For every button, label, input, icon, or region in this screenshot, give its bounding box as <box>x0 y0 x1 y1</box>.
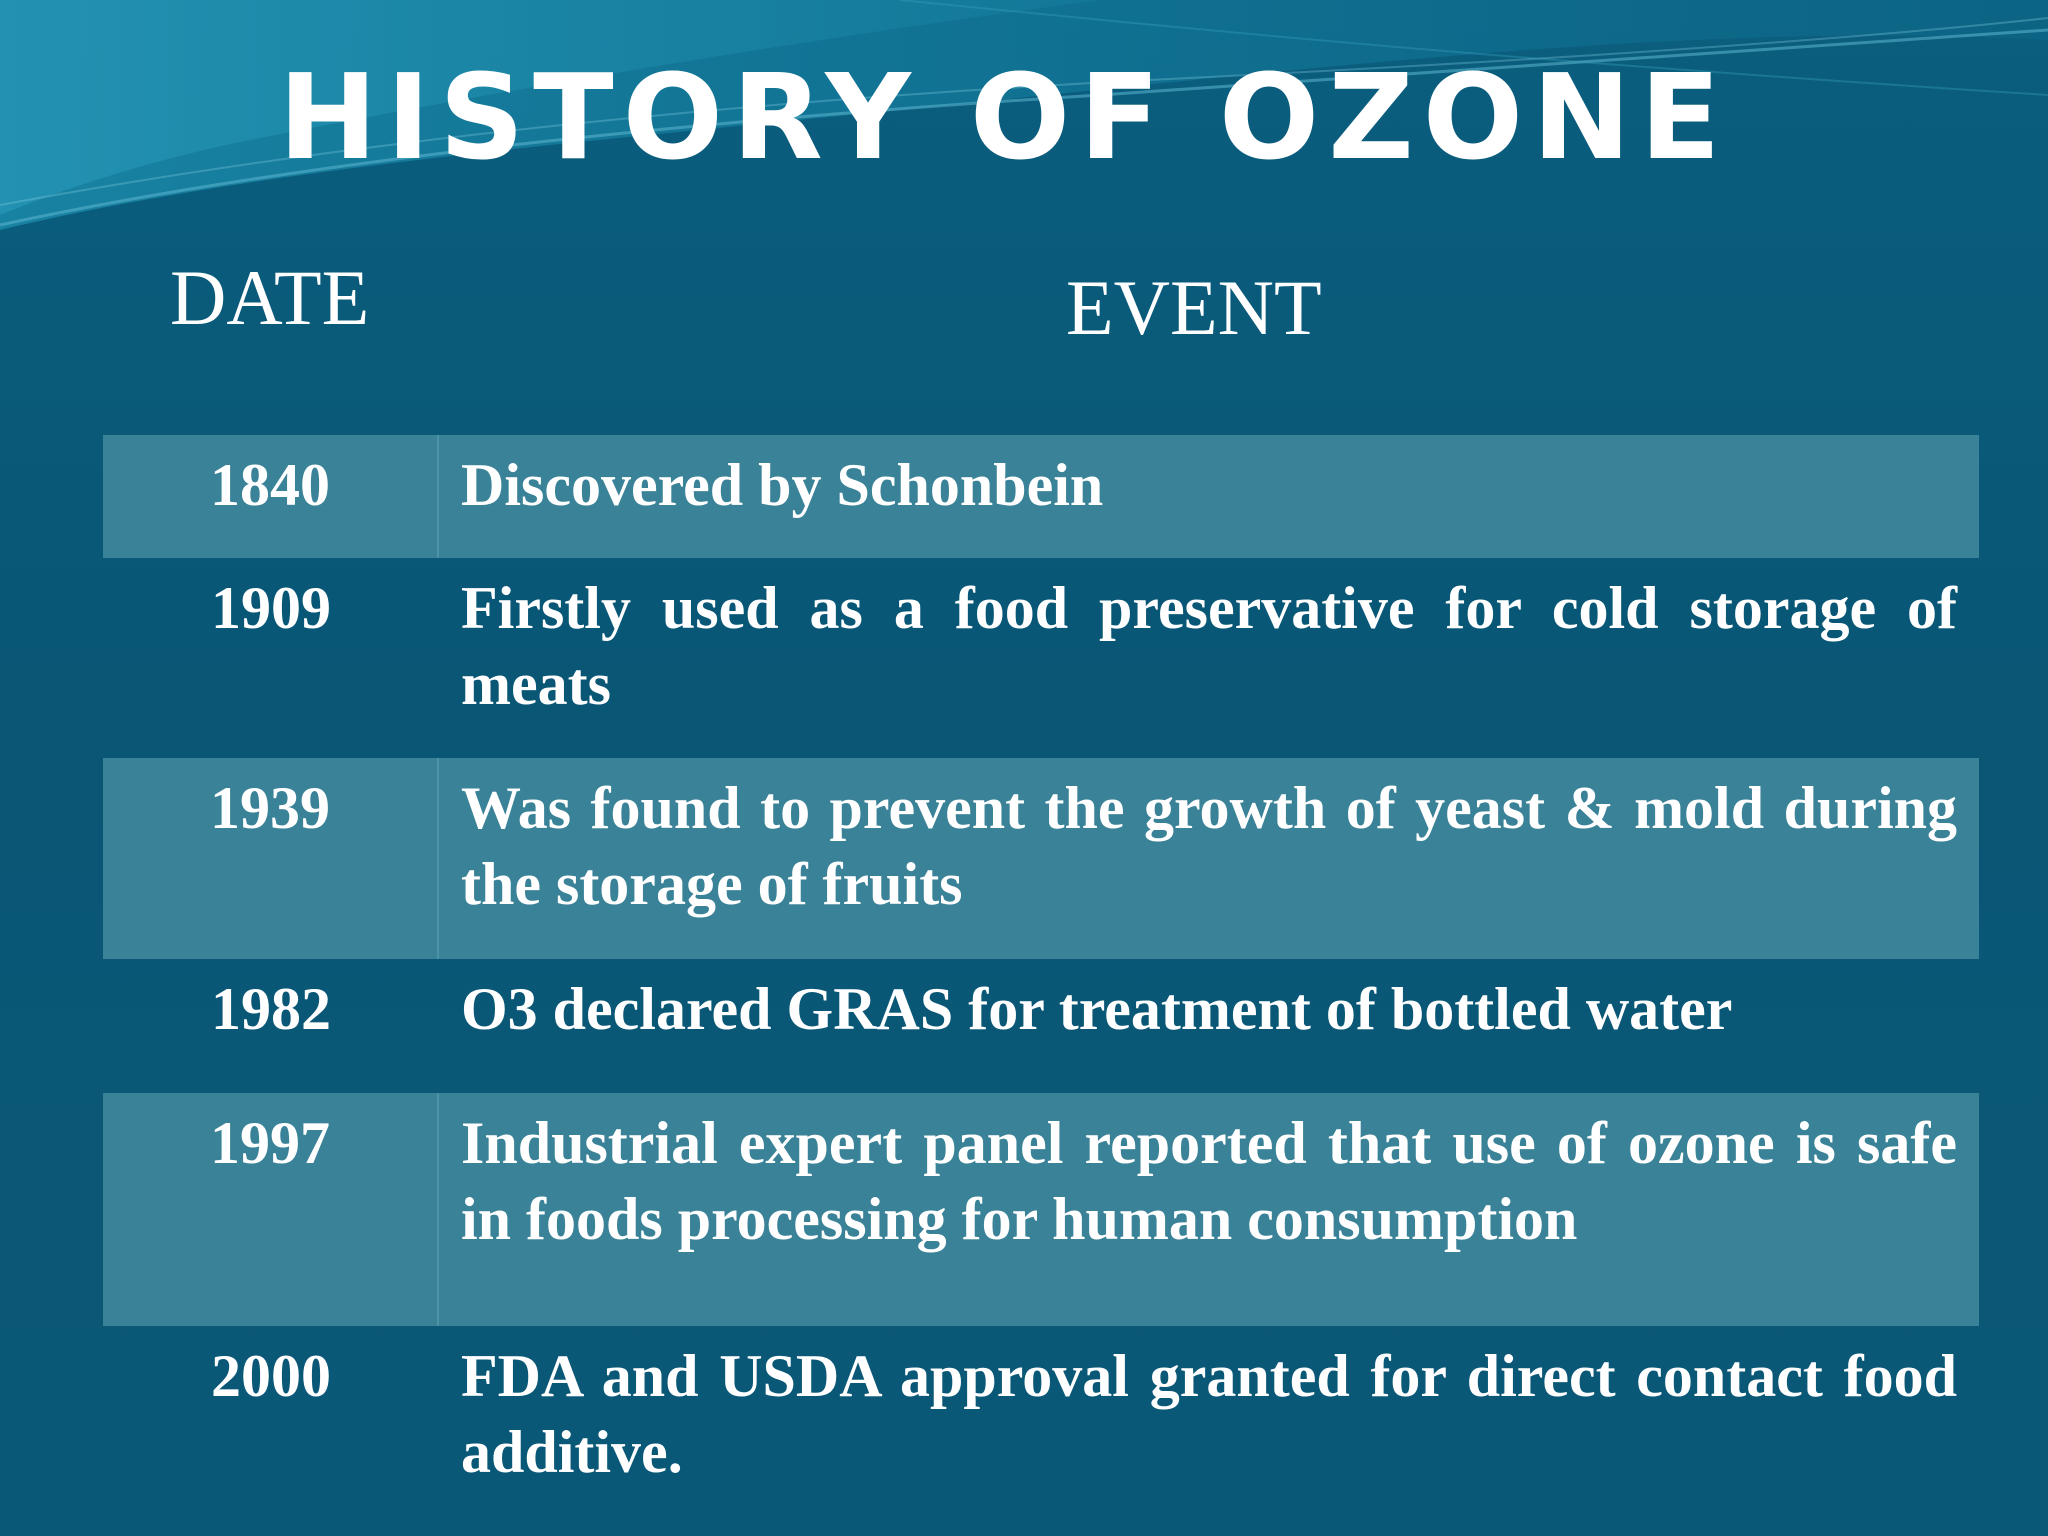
event-column-header: EVENT <box>1066 264 1322 351</box>
event-cell: O3 declared GRAS for treatment of bottled water <box>461 976 1733 1042</box>
table-row <box>103 758 1979 959</box>
event-cell: Was found to prevent the growth of yeast & mold during the storage of fruits <box>461 775 1957 917</box>
slide-title: HISTORY OF OZONE <box>278 48 1730 186</box>
table-row <box>103 959 1979 1093</box>
event-cell: Firstly used as a food preservative for cold storage of meats <box>461 575 1957 717</box>
date-cell: 2000 <box>211 1343 331 1409</box>
event-cell: Industrial expert panel reported that use of ozone is safe in foods processing for human consumption <box>461 1110 1957 1252</box>
event-cell: Discovered by Schonbein <box>461 452 1104 518</box>
date-column-header: DATE <box>170 254 370 341</box>
table-row <box>103 1093 1979 1326</box>
date-cell: 1840 <box>103 435 439 558</box>
table-row <box>103 435 1979 558</box>
date-cell: 1982 <box>211 976 331 1042</box>
table-row <box>103 558 1979 758</box>
table-row <box>103 1326 1979 1506</box>
event-cell: FDA and USDA approval granted for direct contact food additive. <box>461 1343 1957 1485</box>
history-table <box>103 435 1979 1506</box>
date-cell: 1939 <box>103 758 439 959</box>
date-cell: 1997 <box>103 1093 439 1326</box>
date-cell: 1909 <box>211 575 331 641</box>
